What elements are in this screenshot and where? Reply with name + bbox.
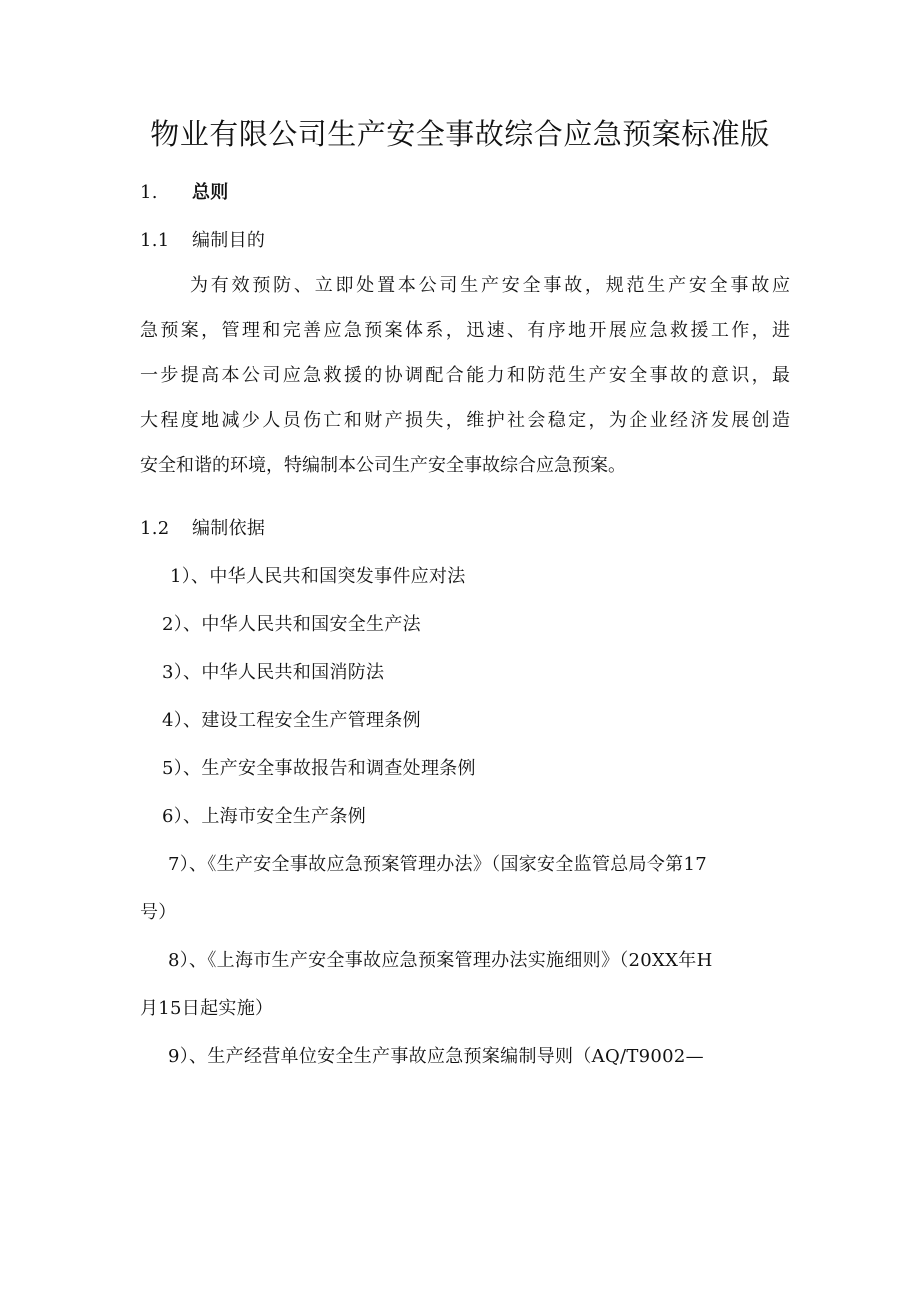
basis-item: 9）、生产经营单位安全生产事故应急预案编制导则（AQ/T9002—: [168, 1046, 704, 1067]
basis-item: 8）、《上海市生产安全事故应急预案管理办法实施细则》（20XX年H: [168, 950, 713, 971]
section-1-title: 总则: [192, 182, 229, 203]
section-1-2-heading: [140, 514, 265, 540]
section-1-1-title: 编制目的: [192, 230, 266, 251]
basis-item: 6）、上海市安全生产条例: [162, 806, 367, 827]
section-1-number: 1.: [140, 182, 158, 203]
section-1-1-heading: [140, 226, 265, 252]
section-1-2-number: 1.2: [140, 518, 170, 539]
basis-item: 7）、《生产安全事故应急预案管理办法》（国家安全监管总局令第17: [168, 854, 707, 875]
paragraph-line: 安全和谐的环境，特编制本公司生产安全事故综合应急预案。: [140, 455, 626, 476]
paragraph-line: 大程度地减少人员伤亡和财产损失，维护社会稳定，为企业经济发展创造: [140, 410, 790, 431]
basis-item: 3）、中华人民共和国消防法: [162, 662, 385, 683]
paragraph-line: 急预案，管理和完善应急预案体系，迅速、有序地开展应急救援工作，进: [140, 320, 790, 341]
purpose-paragraph: [140, 263, 790, 488]
paragraph-line: 为有效预防、立即处置本公司生产安全事故，规范生产安全事故应: [190, 275, 790, 296]
basis-item: 5）、生产安全事故报告和调查处理条例: [162, 758, 476, 779]
section-1-2-title: 编制依据: [192, 518, 266, 539]
section-1-heading: [140, 178, 229, 204]
paragraph-line: 一步提高本公司应急救援的协调配合能力和防范生产安全事故的意识，最: [140, 365, 790, 386]
basis-item-continuation: 月15日起实施）: [140, 998, 274, 1019]
basis-item: 2）、中华人民共和国安全生产法: [162, 614, 421, 635]
basis-item: 4）、建设工程安全生产管理条例: [162, 710, 421, 731]
section-1-1-number: 1.1: [140, 230, 170, 251]
basis-item-continuation: 号）: [140, 902, 177, 923]
basis-item: 1）、中华人民共和国突发事件应对法: [170, 566, 466, 587]
document-title: 物业有限公司生产安全事故综合应急预案标准版: [150, 117, 770, 151]
